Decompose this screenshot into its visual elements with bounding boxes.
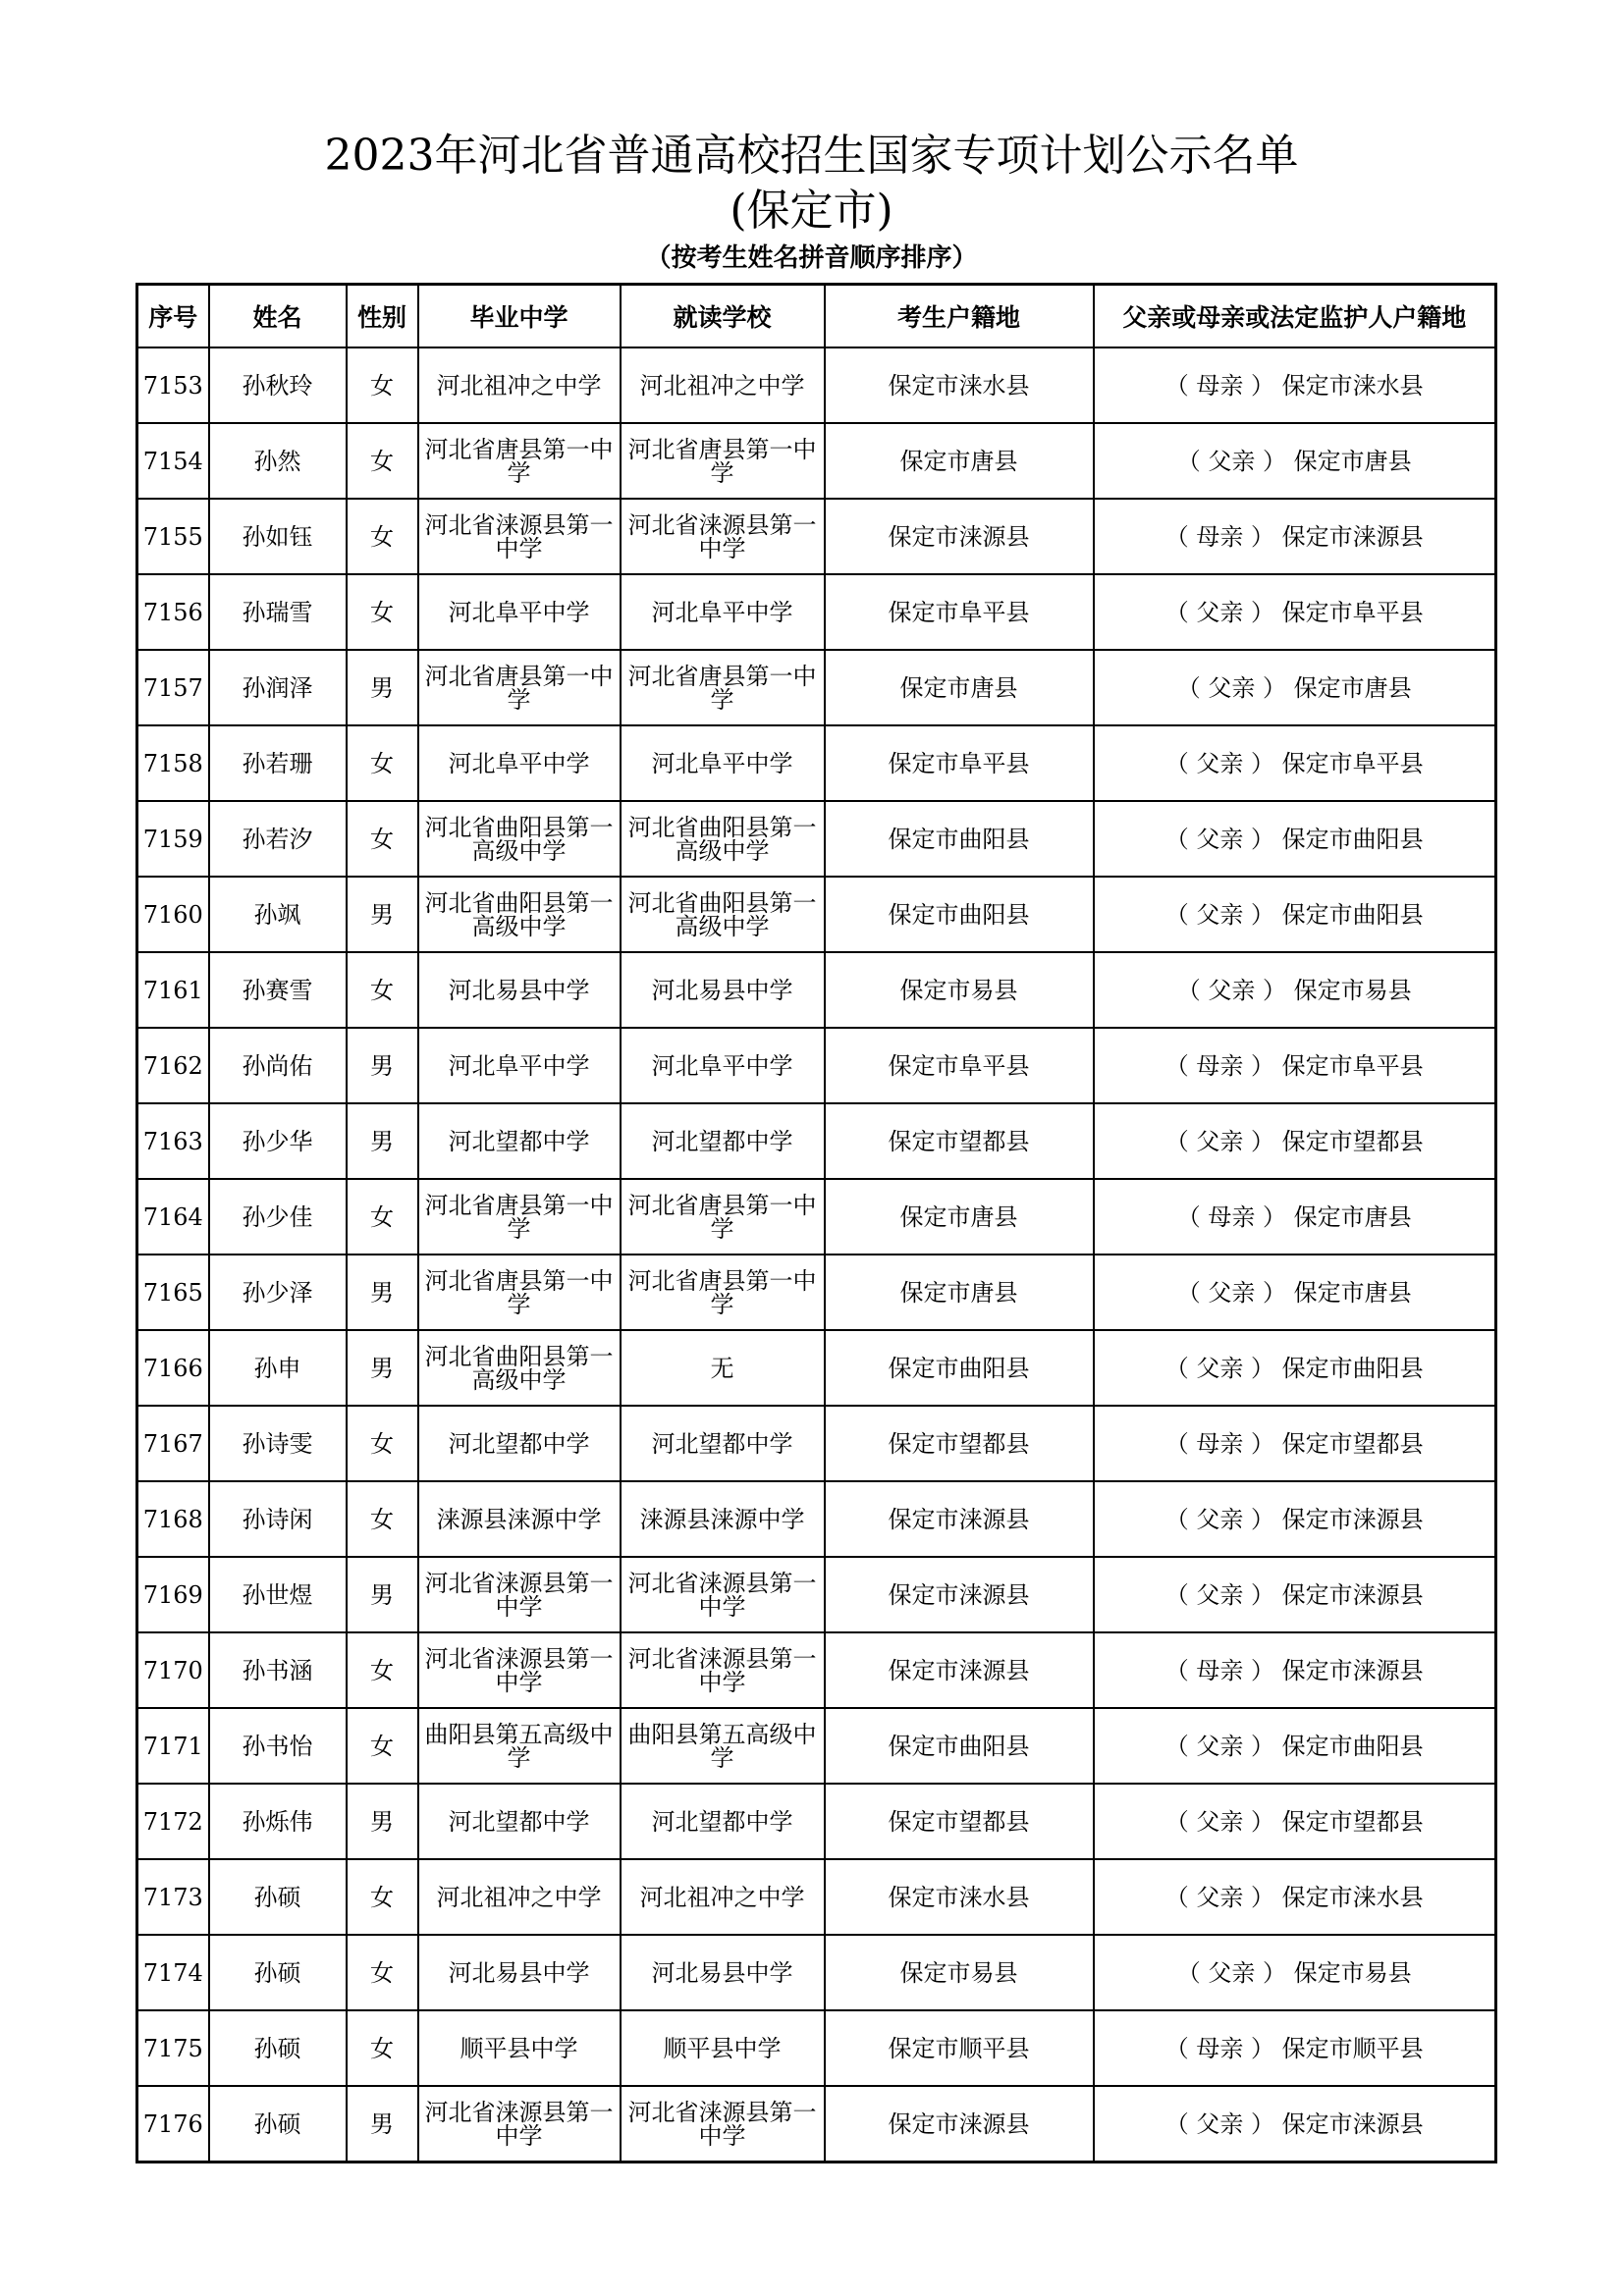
cell-gender: 女 [347,1406,418,1481]
cell-serial-no: 7164 [137,1179,209,1255]
cell-guardian-hukou: （ 父亲 ） 保定市易县 [1094,1935,1496,2010]
cell-student-hukou: 保定市曲阳县 [825,1330,1094,1406]
cell-current-school: 河北省曲阳县第一高级中学 [621,801,825,877]
cell-current-school: 河北望都中学 [621,1784,825,1859]
cell-guardian-hukou: （ 父亲 ） 保定市涞源县 [1094,2086,1496,2163]
cell-name: 孙少泽 [209,1255,347,1330]
cell-name: 孙烁伟 [209,1784,347,1859]
cell-student-hukou: 保定市唐县 [825,1179,1094,1255]
cell-serial-no: 7158 [137,725,209,801]
cell-student-hukou: 保定市阜平县 [825,725,1094,801]
cell-guardian-hukou: （ 父亲 ） 保定市曲阳县 [1094,1708,1496,1784]
cell-serial-no: 7176 [137,2086,209,2163]
cell-graduated-school: 河北省曲阳县第一高级中学 [418,1330,621,1406]
cell-student-hukou: 保定市涞源县 [825,1632,1094,1708]
cell-serial-no: 7167 [137,1406,209,1481]
cell-name: 孙秋玲 [209,347,347,423]
table-row [137,1255,1496,1330]
cell-student-hukou: 保定市阜平县 [825,1028,1094,1103]
cell-graduated-school: 河北望都中学 [418,1103,621,1179]
cell-current-school: 河北易县中学 [621,1935,825,2010]
cell-name: 孙少佳 [209,1179,347,1255]
cell-current-school: 河北阜平中学 [621,574,825,650]
cell-gender: 男 [347,1255,418,1330]
cell-current-school: 河北省涞源县第一中学 [621,499,825,574]
cell-student-hukou: 保定市易县 [825,1935,1094,2010]
cell-graduated-school: 河北易县中学 [418,952,621,1028]
cell-graduated-school: 河北省涞源县第一中学 [418,499,621,574]
cell-graduated-school: 曲阳县第五高级中学 [418,1708,621,1784]
cell-guardian-hukou: （ 母亲 ） 保定市唐县 [1094,1179,1496,1255]
cell-graduated-school: 涞源县涞源中学 [418,1481,621,1557]
cell-current-school: 河北望都中学 [621,1103,825,1179]
cell-student-hukou: 保定市唐县 [825,1255,1094,1330]
cell-graduated-school: 河北望都中学 [418,1406,621,1481]
cell-graduated-school: 河北祖冲之中学 [418,347,621,423]
cell-current-school: 河北省涞源县第一中学 [621,1632,825,1708]
cell-gender: 男 [347,1103,418,1179]
table-row [137,1557,1496,1632]
table-row [137,2010,1496,2086]
cell-gender: 女 [347,1935,418,2010]
header-gender: 性别 [347,285,418,348]
cell-name: 孙若珊 [209,725,347,801]
cell-guardian-hukou: （ 父亲 ） 保定市易县 [1094,952,1496,1028]
cell-current-school: 河北望都中学 [621,1406,825,1481]
cell-name: 孙若汐 [209,801,347,877]
cell-guardian-hukou: （ 父亲 ） 保定市涞源县 [1094,1557,1496,1632]
cell-graduated-school: 顺平县中学 [418,2010,621,2086]
cell-current-school: 曲阳县第五高级中学 [621,1708,825,1784]
cell-gender: 男 [347,1330,418,1406]
cell-name: 孙硕 [209,1935,347,2010]
table-row [137,423,1496,499]
cell-current-school: 河北易县中学 [621,952,825,1028]
cell-guardian-hukou: （ 母亲 ） 保定市阜平县 [1094,1028,1496,1103]
cell-student-hukou: 保定市唐县 [825,423,1094,499]
cell-gender: 男 [347,2086,418,2163]
cell-current-school: 河北省唐县第一中学 [621,423,825,499]
table-row [137,2086,1496,2163]
cell-guardian-hukou: （ 母亲 ） 保定市涞源县 [1094,499,1496,574]
cell-current-school: 无 [621,1330,825,1406]
cell-name: 孙世煜 [209,1557,347,1632]
cell-serial-no: 7161 [137,952,209,1028]
header-current-school: 就读学校 [621,285,825,348]
cell-name: 孙瑞雪 [209,574,347,650]
table-row [137,952,1496,1028]
cell-gender: 女 [347,1708,418,1784]
cell-gender: 女 [347,1632,418,1708]
cell-student-hukou: 保定市唐县 [825,650,1094,725]
table-row [137,499,1496,574]
cell-name: 孙诗闲 [209,1481,347,1557]
table-row [137,574,1496,650]
cell-guardian-hukou: （ 父亲 ） 保定市阜平县 [1094,725,1496,801]
cell-graduated-school: 河北省涞源县第一中学 [418,1632,621,1708]
cell-name: 孙硕 [209,1859,347,1935]
cell-current-school: 河北省唐县第一中学 [621,650,825,725]
table-row [137,1179,1496,1255]
cell-serial-no: 7173 [137,1859,209,1935]
cell-gender: 男 [347,1557,418,1632]
cell-serial-no: 7159 [137,801,209,877]
cell-guardian-hukou: （ 母亲 ） 保定市涞源县 [1094,1632,1496,1708]
table-row [137,347,1496,423]
cell-current-school: 河北省唐县第一中学 [621,1179,825,1255]
cell-gender: 女 [347,725,418,801]
document-header [0,128,1623,277]
cell-graduated-school: 河北省涞源县第一中学 [418,1557,621,1632]
cell-student-hukou: 保定市曲阳县 [825,801,1094,877]
cell-guardian-hukou: （ 父亲 ） 保定市涞水县 [1094,1859,1496,1935]
document-subtitle: (保定市) [730,186,893,236]
cell-student-hukou: 保定市涞源县 [825,499,1094,574]
cell-name: 孙然 [209,423,347,499]
cell-guardian-hukou: （ 母亲 ） 保定市望都县 [1094,1406,1496,1481]
cell-current-school: 河北省涞源县第一中学 [621,1557,825,1632]
cell-gender: 女 [347,1859,418,1935]
cell-serial-no: 7157 [137,650,209,725]
cell-graduated-school: 河北易县中学 [418,1935,621,2010]
cell-graduated-school: 河北阜平中学 [418,1028,621,1103]
cell-gender: 男 [347,1784,418,1859]
cell-serial-no: 7163 [137,1103,209,1179]
cell-student-hukou: 保定市涞源县 [825,1557,1094,1632]
cell-student-hukou: 保定市阜平县 [825,574,1094,650]
header-graduated-school: 毕业中学 [418,285,621,348]
cell-guardian-hukou: （ 父亲 ） 保定市涞源县 [1094,1481,1496,1557]
cell-graduated-school: 河北祖冲之中学 [418,1859,621,1935]
cell-graduated-school: 河北省唐县第一中学 [418,650,621,725]
cell-current-school: 河北阜平中学 [621,725,825,801]
cell-gender: 女 [347,574,418,650]
table-row [137,1481,1496,1557]
cell-guardian-hukou: （ 父亲 ） 保定市曲阳县 [1094,801,1496,877]
cell-gender: 男 [347,877,418,952]
cell-serial-no: 7175 [137,2010,209,2086]
cell-gender: 男 [347,650,418,725]
cell-graduated-school: 河北省唐县第一中学 [418,1179,621,1255]
table-header-row [137,285,1496,348]
cell-gender: 女 [347,347,418,423]
cell-student-hukou: 保定市望都县 [825,1103,1094,1179]
cell-graduated-school: 河北省曲阳县第一高级中学 [418,877,621,952]
table-row [137,725,1496,801]
cell-serial-no: 7165 [137,1255,209,1330]
cell-serial-no: 7168 [137,1481,209,1557]
table-row [137,801,1496,877]
cell-guardian-hukou: （ 父亲 ） 保定市望都县 [1094,1784,1496,1859]
cell-student-hukou: 保定市顺平县 [825,2010,1094,2086]
cell-name: 孙润泽 [209,650,347,725]
cell-gender: 女 [347,1179,418,1255]
cell-graduated-school: 河北省唐县第一中学 [418,423,621,499]
cell-name: 孙硕 [209,2086,347,2163]
cell-current-school: 河北省曲阳县第一高级中学 [621,877,825,952]
table-row [137,1028,1496,1103]
cell-serial-no: 7170 [137,1632,209,1708]
header-name: 姓名 [209,285,347,348]
cell-graduated-school: 河北阜平中学 [418,574,621,650]
cell-name: 孙赛雪 [209,952,347,1028]
cell-serial-no: 7156 [137,574,209,650]
cell-student-hukou: 保定市曲阳县 [825,1708,1094,1784]
cell-name: 孙申 [209,1330,347,1406]
cell-serial-no: 7171 [137,1708,209,1784]
cell-guardian-hukou: （ 父亲 ） 保定市唐县 [1094,650,1496,725]
cell-gender: 女 [347,801,418,877]
cell-current-school: 河北省唐县第一中学 [621,1255,825,1330]
table-row [137,1632,1496,1708]
cell-serial-no: 7169 [137,1557,209,1632]
cell-name: 孙诗雯 [209,1406,347,1481]
cell-gender: 女 [347,423,418,499]
cell-guardian-hukou: （ 父亲 ） 保定市望都县 [1094,1103,1496,1179]
cell-graduated-school: 河北省唐县第一中学 [418,1255,621,1330]
table-row [137,1859,1496,1935]
table-body [137,347,1496,2163]
table-row [137,1784,1496,1859]
cell-current-school: 顺平县中学 [621,2010,825,2086]
cell-student-hukou: 保定市曲阳县 [825,877,1094,952]
cell-name: 孙硕 [209,2010,347,2086]
cell-serial-no: 7154 [137,423,209,499]
cell-guardian-hukou: （ 父亲 ） 保定市曲阳县 [1094,1330,1496,1406]
document-title: 2023年河北省普通高校招生国家专项计划公示名单 [324,131,1299,181]
table-row [137,1330,1496,1406]
cell-student-hukou: 保定市涞源县 [825,1481,1094,1557]
cell-serial-no: 7174 [137,1935,209,2010]
cell-guardian-hukou: （ 父亲 ） 保定市阜平县 [1094,574,1496,650]
cell-guardian-hukou: （ 母亲 ） 保定市顺平县 [1094,2010,1496,2086]
table-row [137,877,1496,952]
cell-graduated-school: 河北省涞源县第一中学 [418,2086,621,2163]
roster-table [135,283,1497,2163]
cell-student-hukou: 保定市望都县 [825,1784,1094,1859]
cell-gender: 女 [347,499,418,574]
cell-guardian-hukou: （ 父亲 ） 保定市唐县 [1094,1255,1496,1330]
cell-name: 孙飒 [209,877,347,952]
cell-gender: 女 [347,1481,418,1557]
cell-student-hukou: 保定市易县 [825,952,1094,1028]
cell-gender: 男 [347,1028,418,1103]
table-row [137,650,1496,725]
cell-name: 孙书怡 [209,1708,347,1784]
cell-name: 孙如钰 [209,499,347,574]
cell-guardian-hukou: （ 父亲 ） 保定市唐县 [1094,423,1496,499]
cell-serial-no: 7172 [137,1784,209,1859]
cell-current-school: 河北祖冲之中学 [621,347,825,423]
cell-current-school: 河北祖冲之中学 [621,1859,825,1935]
header-guardian-hukou: 父亲或母亲或法定监护人户籍地 [1094,285,1496,348]
cell-guardian-hukou: （ 母亲 ） 保定市涞水县 [1094,347,1496,423]
cell-graduated-school: 河北省曲阳县第一高级中学 [418,801,621,877]
cell-name: 孙尚佑 [209,1028,347,1103]
cell-current-school: 河北阜平中学 [621,1028,825,1103]
cell-current-school: 河北省涞源县第一中学 [621,2086,825,2163]
cell-gender: 女 [347,2010,418,2086]
cell-serial-no: 7166 [137,1330,209,1406]
cell-serial-no: 7162 [137,1028,209,1103]
header-serial-no: 序号 [137,285,209,348]
sort-note: （按考生姓名拼音顺序排序） [645,243,978,273]
cell-guardian-hukou: （ 父亲 ） 保定市曲阳县 [1094,877,1496,952]
cell-serial-no: 7155 [137,499,209,574]
header-student-hukou: 考生户籍地 [825,285,1094,348]
table-row [137,1935,1496,2010]
cell-serial-no: 7160 [137,877,209,952]
cell-current-school: 涞源县涞源中学 [621,1481,825,1557]
cell-gender: 女 [347,952,418,1028]
cell-student-hukou: 保定市涞水县 [825,1859,1094,1935]
cell-student-hukou: 保定市涞源县 [825,2086,1094,2163]
table-row [137,1406,1496,1481]
cell-serial-no: 7153 [137,347,209,423]
table-row [137,1708,1496,1784]
cell-name: 孙少华 [209,1103,347,1179]
table-row [137,1103,1496,1179]
cell-student-hukou: 保定市涞水县 [825,347,1094,423]
cell-name: 孙书涵 [209,1632,347,1708]
cell-graduated-school: 河北望都中学 [418,1784,621,1859]
cell-student-hukou: 保定市望都县 [825,1406,1094,1481]
cell-graduated-school: 河北阜平中学 [418,725,621,801]
